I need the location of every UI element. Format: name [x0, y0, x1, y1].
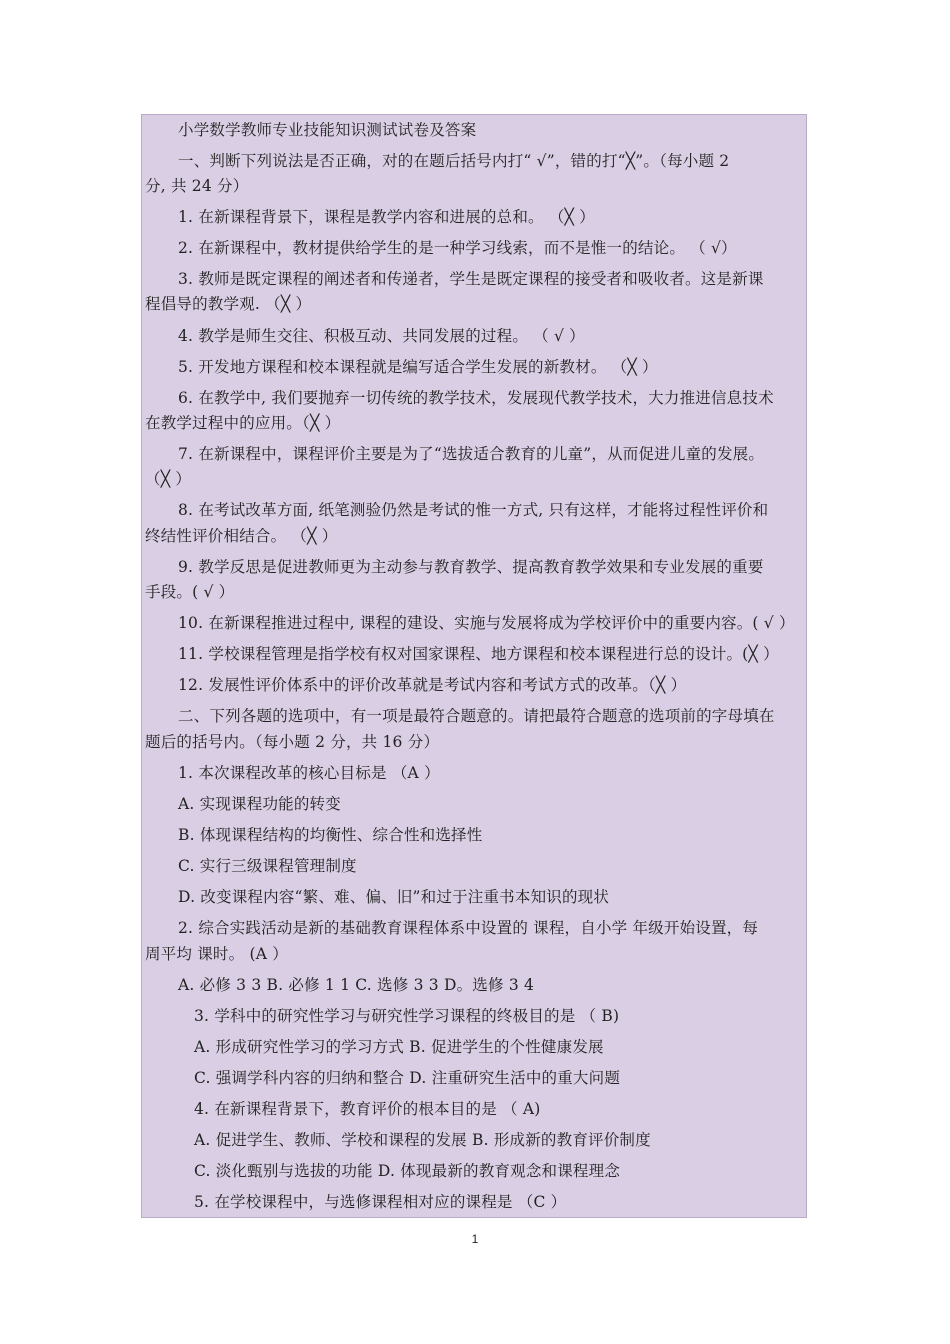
section1-heading-cont: 分, 共 24 分）	[145, 177, 249, 195]
s1-question-4: 4. 教学是师生交往、积极互动、共同发展的过程。 （ √ ）	[178, 327, 585, 345]
s2-question-1: 1. 本次课程改革的核心目标是 （A ）	[178, 764, 440, 782]
section2-heading: 二、下列各题的选项中，有一项是最符合题意的。请把最符合题意的选项前的字母填在	[178, 707, 775, 725]
s1-question-7: 7. 在新课程中，课程评价主要是为了“选拔适合教育的儿童”，从而促进儿童的发展。	[178, 445, 765, 463]
s1-question-6-cont: 在教学过程中的应用。（╳ ）	[145, 414, 341, 432]
s2-q3-options-ab: A. 形成研究性学习的学习方式 B. 促进学生的个性健康发展	[194, 1038, 604, 1056]
s2-question-2: 2. 综合实践活动是新的基础教育课程体系中设置的 课程，自小学 年级开始设置，每	[178, 919, 759, 937]
s1-question-12: 12. 发展性评价体系中的评价改革就是考试内容和考试方式的改革。（╳ ）	[178, 676, 687, 694]
s1-question-8: 8. 在考试改革方面, 纸笔测验仍然是考试的惟一方式, 只有这样，才能将过程性评价和	[178, 501, 769, 519]
exam-title: 小学数学教师专业技能知识测试试卷及答案	[178, 121, 477, 139]
s1-question-5: 5. 开发地方课程和校本课程就是编写适合学生发展的新教材。 （╳ ）	[178, 358, 658, 376]
s1-question-2: 2. 在新课程中，教材提供给学生的是一种学习线索，而不是惟一的结论。 （ √）	[178, 239, 737, 257]
page-number: 1	[471, 1232, 479, 1246]
s2-q1-option-b: B. 体现课程结构的均衡性、综合性和选择性	[178, 826, 483, 844]
s2-question-3: 3. 学科中的研究性学习与研究性学习课程的终极目的是 （ B)	[194, 1007, 620, 1025]
section2-heading-cont: 题后的括号内。（每小题 2 分，共 16 分）	[145, 733, 440, 751]
s1-question-7-cont: （╳ ）	[145, 470, 192, 488]
s1-question-11: 11. 学校课程管理是指学校有权对国家课程、地方课程和校本课程进行总的设计。(╳ ）	[178, 645, 779, 663]
s1-question-8-cont: 终结性评价相结合。 （╳ ）	[145, 527, 338, 545]
s2-q1-option-c: C. 实行三级课程管理制度	[178, 857, 357, 875]
s1-question-1: 1. 在新课程背景下，课程是教学内容和进展的总和。 （╳ ）	[178, 208, 595, 226]
s2-question-2-cont: 周平均 课时。 (A ）	[145, 945, 288, 963]
s1-question-10: 10. 在新课程推进过程中, 课程的建设、实施与发展将成为学校评价中的重要内容。( √ ）	[178, 614, 795, 632]
s1-question-3-cont: 程倡导的教学观. （╳ ）	[145, 295, 312, 313]
section1-heading: 一、判断下列说法是否正确，对的在题后括号内打“ √”，错的打“╳”。（每小题 2	[178, 152, 730, 170]
s1-question-9-cont: 手段。( √ ）	[145, 583, 235, 601]
s2-q4-options-ab: A. 促进学生、教师、学校和课程的发展 B. 形成新的教育评价制度	[194, 1131, 651, 1149]
s1-question-9: 9. 教学反思是促进教师更为主动参与教育教学、提高教育教学效果和专业发展的重要	[178, 558, 764, 576]
s2-question-4: 4. 在新课程背景下，教育评价的根本目的是 （ A)	[194, 1100, 541, 1118]
s1-question-3: 3. 教师是既定课程的阐述者和传递者，学生是既定课程的接受者和吸收者。这是新课	[178, 270, 764, 288]
s2-question-5: 5. 在学校课程中，与选修课程相对应的课程是 （C ）	[194, 1193, 567, 1211]
s2-q1-option-d: D. 改变课程内容“繁、难、偏、旧”和过于注重书本知识的现状	[178, 888, 610, 906]
s2-q4-options-cd: C. 淡化甄别与选拔的功能 D. 体现最新的教育观念和课程理念	[194, 1162, 621, 1180]
s2-q2-options: A. 必修 3 3 B. 必修 1 1 C. 选修 3 3 D。选修 3 4	[178, 976, 535, 994]
s1-question-6: 6. 在教学中, 我们要抛弃一切传统的教学技术，发展现代教学技术，大力推进信息技术	[178, 389, 774, 407]
s2-q3-options-cd: C. 强调学科内容的归纳和整合 D. 注重研究生活中的重大问题	[194, 1069, 621, 1087]
s2-q1-option-a: A. 实现课程功能的转变	[178, 795, 341, 813]
